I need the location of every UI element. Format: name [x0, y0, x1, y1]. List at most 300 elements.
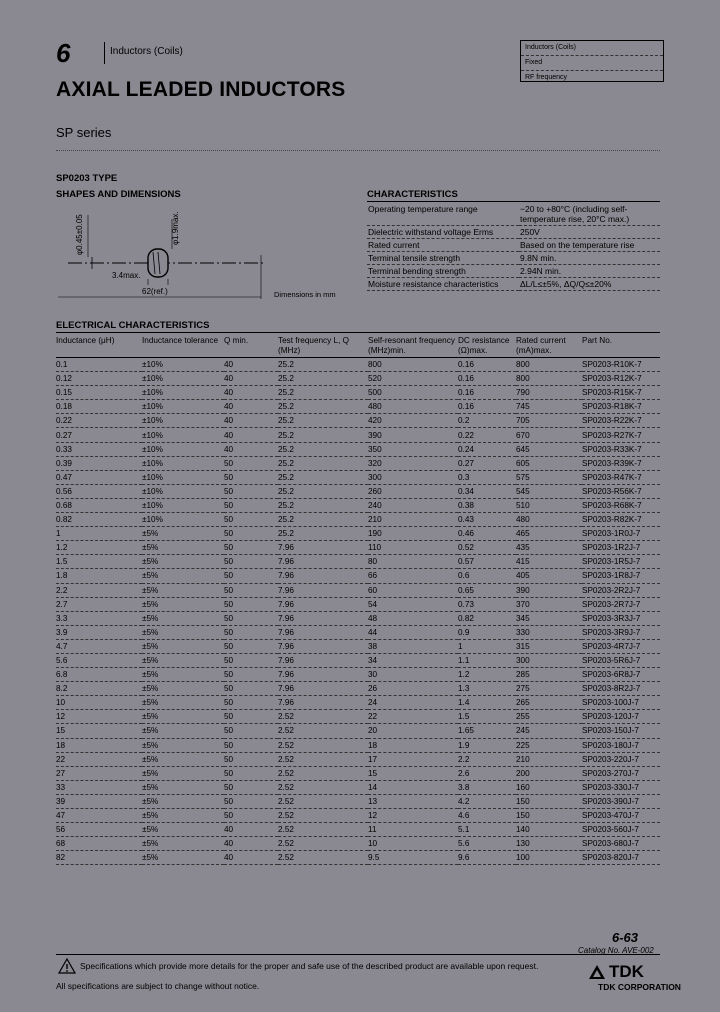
table-cell: ±5% [142, 569, 224, 583]
table-cell: 150 [516, 809, 582, 823]
table-cell: 0.16 [458, 386, 516, 400]
table-cell: 255 [516, 710, 582, 724]
table-cell: 0.47 [56, 470, 142, 484]
table-cell: 0.18 [56, 400, 142, 414]
table-row [56, 372, 660, 386]
table-cell: 50 [224, 710, 278, 724]
table-cell: 40 [224, 358, 278, 372]
table-cell: SP0203-1R5J-7 [582, 555, 660, 569]
table-cell: 2.52 [278, 794, 368, 808]
table-cell: 40 [224, 386, 278, 400]
char-label: Operating temperature range [367, 203, 519, 226]
table-cell: 54 [368, 597, 458, 611]
table-cell: SP0203-120J-7 [582, 710, 660, 724]
tdk-logo [588, 962, 644, 982]
table-cell: 0.57 [458, 555, 516, 569]
table-cell: 50 [224, 569, 278, 583]
table-cell: 510 [516, 498, 582, 512]
total-length-label: 62(ref.) [142, 287, 168, 296]
table-cell: 25.2 [278, 386, 368, 400]
table-cell: 1.2 [56, 541, 142, 555]
table-row [56, 541, 660, 555]
table-cell: 0.56 [56, 484, 142, 498]
table-cell: 1 [56, 527, 142, 541]
table-cell: 80 [368, 555, 458, 569]
table-cell: 2.52 [278, 837, 368, 851]
table-cell: 34 [368, 653, 458, 667]
table-cell: 200 [516, 766, 582, 780]
table-cell: 40 [224, 442, 278, 456]
table-cell: 30 [368, 668, 458, 682]
table-cell: 0.43 [458, 513, 516, 527]
table-cell: 0.16 [458, 358, 516, 372]
table-cell: 50 [224, 555, 278, 569]
table-cell: SP0203-1R0J-7 [582, 527, 660, 541]
char-row [367, 226, 660, 239]
table-cell: 285 [516, 668, 582, 682]
table-row [56, 498, 660, 512]
table-cell: 2.52 [278, 724, 368, 738]
table-cell: 0.39 [56, 456, 142, 470]
table-cell: 0.22 [458, 428, 516, 442]
series-name: SP series [56, 125, 112, 140]
table-cell: 0.16 [458, 372, 516, 386]
table-cell: 7.96 [278, 611, 368, 625]
table-row [56, 527, 660, 541]
brand-name: TDK [609, 962, 644, 981]
table-cell: 47 [56, 809, 142, 823]
table-cell: 50 [224, 653, 278, 667]
table-cell: SP0203-820J-7 [582, 851, 660, 865]
char-value: 250V [519, 226, 660, 239]
table-cell: SP0203-6R8J-7 [582, 668, 660, 682]
table-row [56, 358, 660, 372]
table-cell: 0.6 [458, 569, 516, 583]
table-cell: 25.2 [278, 456, 368, 470]
table-cell: SP0203-680J-7 [582, 837, 660, 851]
body-length-label: 3.4max. [112, 271, 141, 280]
column-header: Inductance (μH) [56, 335, 142, 358]
table-cell: ±10% [142, 428, 224, 442]
char-label: Dielectric withstand voltage Erms [367, 226, 519, 239]
index-item: Inductors (Coils) [521, 41, 663, 56]
table-cell: 50 [224, 738, 278, 752]
table-cell: 800 [516, 358, 582, 372]
table-cell: 44 [368, 625, 458, 639]
body-dia-label: φ1.9max. [171, 211, 180, 245]
table-cell: ±5% [142, 738, 224, 752]
table-cell: 56 [56, 823, 142, 837]
table-cell: 39 [56, 794, 142, 808]
table-cell: ±5% [142, 611, 224, 625]
table-cell: SP0203-150J-7 [582, 724, 660, 738]
table-row [56, 569, 660, 583]
table-cell: SP0203-R56K-7 [582, 484, 660, 498]
table-cell: 545 [516, 484, 582, 498]
table-cell: ±5% [142, 780, 224, 794]
table-cell: 2.52 [278, 766, 368, 780]
char-row [367, 252, 660, 265]
table-cell: 315 [516, 639, 582, 653]
table-cell: ±5% [142, 541, 224, 555]
table-cell: 7.96 [278, 653, 368, 667]
table-cell: SP0203-330J-7 [582, 780, 660, 794]
table-cell: 0.27 [458, 456, 516, 470]
table-row [56, 752, 660, 766]
column-header: DC resistance (Ω)max. [458, 335, 516, 358]
table-cell: SP0203-R33K-7 [582, 442, 660, 456]
tdk-mark-icon [588, 964, 606, 980]
table-cell: 130 [516, 837, 582, 851]
char-value: ΔL/L≤±5%, ΔQ/Q≤±20% [519, 278, 660, 291]
table-cell: SP0203-8R2J-7 [582, 682, 660, 696]
table-cell: 24 [368, 696, 458, 710]
table-cell: 1.5 [56, 555, 142, 569]
table-cell: ±5% [142, 752, 224, 766]
table-cell: 40 [224, 428, 278, 442]
table-cell: ±10% [142, 498, 224, 512]
change-notice: All specifications are subject to change without notice. [56, 981, 260, 991]
table-cell: 7.96 [278, 682, 368, 696]
table-cell: 2.52 [278, 752, 368, 766]
table-cell: ±5% [142, 766, 224, 780]
table-row [56, 513, 660, 527]
table-cell: SP0203-R12K-7 [582, 372, 660, 386]
table-cell: 1.65 [458, 724, 516, 738]
type-heading: SP0203 TYPE [56, 173, 118, 184]
table-row [56, 710, 660, 724]
table-cell: 25.2 [278, 470, 368, 484]
table-cell: ±5% [142, 710, 224, 724]
table-cell: ±5% [142, 851, 224, 865]
table-cell: ±5% [142, 682, 224, 696]
table-cell: 25.2 [278, 428, 368, 442]
table-cell: 40 [224, 400, 278, 414]
column-header: Rated current (mA)max. [516, 335, 582, 358]
table-cell: ±10% [142, 358, 224, 372]
table-cell: ±5% [142, 668, 224, 682]
table-cell: 7.96 [278, 625, 368, 639]
table-cell: 40 [224, 414, 278, 428]
table-cell: 50 [224, 794, 278, 808]
table-cell: 605 [516, 456, 582, 470]
table-cell: 50 [224, 498, 278, 512]
table-cell: 82 [56, 851, 142, 865]
table-cell: 11 [368, 823, 458, 837]
table-row [56, 442, 660, 456]
table-row [56, 400, 660, 414]
table-cell: 50 [224, 513, 278, 527]
table-cell: 0.24 [458, 442, 516, 456]
table-cell: SP0203-R82K-7 [582, 513, 660, 527]
table-cell: 40 [224, 823, 278, 837]
table-cell: 50 [224, 527, 278, 541]
electrical-header-row [56, 335, 660, 358]
table-cell: 225 [516, 738, 582, 752]
table-cell: 3.9 [56, 625, 142, 639]
table-cell: ±5% [142, 527, 224, 541]
table-cell: 575 [516, 470, 582, 484]
table-cell: ±10% [142, 386, 224, 400]
table-row [56, 386, 660, 400]
table-cell: ±5% [142, 583, 224, 597]
table-cell: 2.52 [278, 780, 368, 794]
table-cell: 25.2 [278, 513, 368, 527]
table-cell: 25.2 [278, 498, 368, 512]
table-cell: 22 [56, 752, 142, 766]
table-cell: 9.5 [368, 851, 458, 865]
table-cell: 1.3 [458, 682, 516, 696]
table-cell: 50 [224, 597, 278, 611]
table-cell: 50 [224, 668, 278, 682]
table-cell: ±5% [142, 555, 224, 569]
table-cell: 0.38 [458, 498, 516, 512]
table-cell: 7.96 [278, 541, 368, 555]
table-cell: ±5% [142, 639, 224, 653]
index-box [520, 40, 664, 82]
table-cell: 66 [368, 569, 458, 583]
table-cell: 790 [516, 386, 582, 400]
table-cell: 0.65 [458, 583, 516, 597]
char-value: 2.94N min. [519, 265, 660, 278]
table-cell: 5.1 [458, 823, 516, 837]
table-cell: 50 [224, 752, 278, 766]
table-cell: 465 [516, 527, 582, 541]
table-cell: 50 [224, 696, 278, 710]
table-cell: SP0203-390J-7 [582, 794, 660, 808]
units-label: Dimensions in mm [274, 290, 336, 299]
table-cell: SP0203-R39K-7 [582, 456, 660, 470]
table-cell: 4.2 [458, 794, 516, 808]
table-cell: 25.2 [278, 527, 368, 541]
table-cell: SP0203-100J-7 [582, 696, 660, 710]
table-cell: 390 [368, 428, 458, 442]
table-cell: 1.9 [458, 738, 516, 752]
table-cell: 25.2 [278, 400, 368, 414]
table-cell: ±10% [142, 414, 224, 428]
table-cell: SP0203-R27K-7 [582, 428, 660, 442]
table-cell: 27 [56, 766, 142, 780]
table-cell: 40 [224, 372, 278, 386]
table-cell: 6.8 [56, 668, 142, 682]
electrical-table [56, 335, 660, 865]
table-cell: 240 [368, 498, 458, 512]
table-cell: 0.12 [56, 372, 142, 386]
table-cell: 345 [516, 611, 582, 625]
table-cell: 415 [516, 555, 582, 569]
table-cell: 0.68 [56, 498, 142, 512]
table-row [56, 794, 660, 808]
table-cell: 40 [224, 837, 278, 851]
table-row [56, 653, 660, 667]
table-cell: 2.7 [56, 597, 142, 611]
table-cell: 50 [224, 639, 278, 653]
table-cell: 1.8 [56, 569, 142, 583]
table-cell: 18 [56, 738, 142, 752]
table-row [56, 597, 660, 611]
char-label: Terminal bending strength [367, 265, 519, 278]
table-cell: 50 [224, 724, 278, 738]
table-cell: 265 [516, 696, 582, 710]
table-cell: SP0203-270J-7 [582, 766, 660, 780]
table-cell: 300 [516, 653, 582, 667]
table-cell: 50 [224, 583, 278, 597]
table-cell: 0.27 [56, 428, 142, 442]
table-cell: 5.6 [458, 837, 516, 851]
characteristics-heading: CHARACTERISTICS [367, 189, 660, 202]
table-cell: 520 [368, 372, 458, 386]
lead-dia-label: φ0.45±0.05 [75, 214, 84, 255]
table-cell: SP0203-R22K-7 [582, 414, 660, 428]
table-cell: SP0203-3R3J-7 [582, 611, 660, 625]
table-cell: 17 [368, 752, 458, 766]
table-cell: ±5% [142, 809, 224, 823]
table-cell: 7.96 [278, 597, 368, 611]
table-cell: ±10% [142, 470, 224, 484]
table-cell: 0.15 [56, 386, 142, 400]
table-cell: SP0203-R18K-7 [582, 400, 660, 414]
table-cell: SP0203-5R6J-7 [582, 653, 660, 667]
table-cell: 50 [224, 809, 278, 823]
table-cell: ±5% [142, 837, 224, 851]
table-cell: 7.96 [278, 555, 368, 569]
chapter-name: Inductors (Coils) [110, 46, 183, 57]
table-cell: 1 [458, 639, 516, 653]
table-cell: 480 [368, 400, 458, 414]
chapter-divider [104, 42, 105, 64]
table-cell: 160 [516, 780, 582, 794]
table-cell: 25.2 [278, 358, 368, 372]
table-cell: SP0203-4R7J-7 [582, 639, 660, 653]
table-cell: 500 [368, 386, 458, 400]
table-cell: 15 [368, 766, 458, 780]
table-cell: SP0203-R68K-7 [582, 498, 660, 512]
table-cell: 25.2 [278, 484, 368, 498]
table-row [56, 639, 660, 653]
table-cell: 0.82 [56, 513, 142, 527]
table-cell: 25.2 [278, 442, 368, 456]
table-cell: 2.52 [278, 823, 368, 837]
table-row [56, 625, 660, 639]
dotted-divider [56, 150, 660, 151]
table-row [56, 780, 660, 794]
table-cell: 12 [368, 809, 458, 823]
table-cell: 420 [368, 414, 458, 428]
table-cell: 18 [368, 738, 458, 752]
table-cell: 210 [368, 513, 458, 527]
table-cell: SP0203-470J-7 [582, 809, 660, 823]
table-cell: 14 [368, 780, 458, 794]
table-cell: 2.6 [458, 766, 516, 780]
table-cell: 10 [56, 696, 142, 710]
table-cell: 1.5 [458, 710, 516, 724]
table-cell: SP0203-1R8J-7 [582, 569, 660, 583]
table-cell: 7.96 [278, 639, 368, 653]
table-row [56, 837, 660, 851]
table-cell: 50 [224, 541, 278, 555]
table-cell: 1.2 [458, 668, 516, 682]
table-cell: 140 [516, 823, 582, 837]
table-cell: 9.6 [458, 851, 516, 865]
table-cell: 0.73 [458, 597, 516, 611]
shapes-heading: SHAPES AND DIMENSIONS [56, 189, 181, 200]
table-cell: 50 [224, 682, 278, 696]
table-cell: 3.3 [56, 611, 142, 625]
table-cell: SP0203-1R2J-7 [582, 541, 660, 555]
char-value: 9.8N min. [519, 252, 660, 265]
column-header: Inductance tolerance [142, 335, 224, 358]
table-cell: SP0203-2R7J-7 [582, 597, 660, 611]
char-label: Moisture resistance characteristics [367, 278, 519, 291]
table-cell: 12 [56, 710, 142, 724]
table-row [56, 738, 660, 752]
chapter-number: 6 [56, 38, 71, 68]
table-cell: 0.22 [56, 414, 142, 428]
table-cell: 50 [224, 766, 278, 780]
table-cell: 60 [368, 583, 458, 597]
table-cell: 480 [516, 513, 582, 527]
table-cell: 7.96 [278, 569, 368, 583]
table-cell: 0.16 [458, 400, 516, 414]
table-cell: 8.2 [56, 682, 142, 696]
table-cell: 390 [516, 583, 582, 597]
table-cell: 48 [368, 611, 458, 625]
table-cell: 0.3 [458, 470, 516, 484]
index-item: Fixed [521, 56, 663, 71]
table-cell: 0.2 [458, 414, 516, 428]
table-cell: 745 [516, 400, 582, 414]
table-cell: 245 [516, 724, 582, 738]
table-cell: SP0203-R10K-7 [582, 358, 660, 372]
table-cell: 7.96 [278, 696, 368, 710]
caution-note: Specifications which provide more details for the proper and safe use of the described product are available upon request. [80, 961, 539, 971]
table-cell: 0.52 [458, 541, 516, 555]
table-cell: 705 [516, 414, 582, 428]
table-row [56, 484, 660, 498]
char-row [367, 265, 660, 278]
table-cell: 5.6 [56, 653, 142, 667]
table-cell: 190 [368, 527, 458, 541]
table-cell: 0.46 [458, 527, 516, 541]
table-cell: 15 [56, 724, 142, 738]
table-cell: ±5% [142, 794, 224, 808]
table-cell: 210 [516, 752, 582, 766]
table-cell: 2.2 [56, 583, 142, 597]
table-cell: 4.6 [458, 809, 516, 823]
table-cell: 645 [516, 442, 582, 456]
table-cell: 1.1 [458, 653, 516, 667]
table-cell: 0.9 [458, 625, 516, 639]
page-title: AXIAL LEADED INDUCTORS [56, 78, 346, 101]
table-row [56, 682, 660, 696]
table-row [56, 583, 660, 597]
table-cell: 68 [56, 837, 142, 851]
table-row [56, 724, 660, 738]
table-cell: 405 [516, 569, 582, 583]
table-cell: 435 [516, 541, 582, 555]
electrical-heading: ELECTRICAL CHARACTERISTICS [56, 320, 660, 333]
table-cell: 4.7 [56, 639, 142, 653]
column-header: Self-resonant frequency (MHz)min. [368, 335, 458, 358]
char-row [367, 239, 660, 252]
char-value: Based on the temperature rise [519, 239, 660, 252]
table-cell: SP0203-560J-7 [582, 823, 660, 837]
table-cell: ±5% [142, 597, 224, 611]
table-cell: SP0203-R15K-7 [582, 386, 660, 400]
table-cell: 26 [368, 682, 458, 696]
table-row [56, 428, 660, 442]
table-cell: ±5% [142, 823, 224, 837]
